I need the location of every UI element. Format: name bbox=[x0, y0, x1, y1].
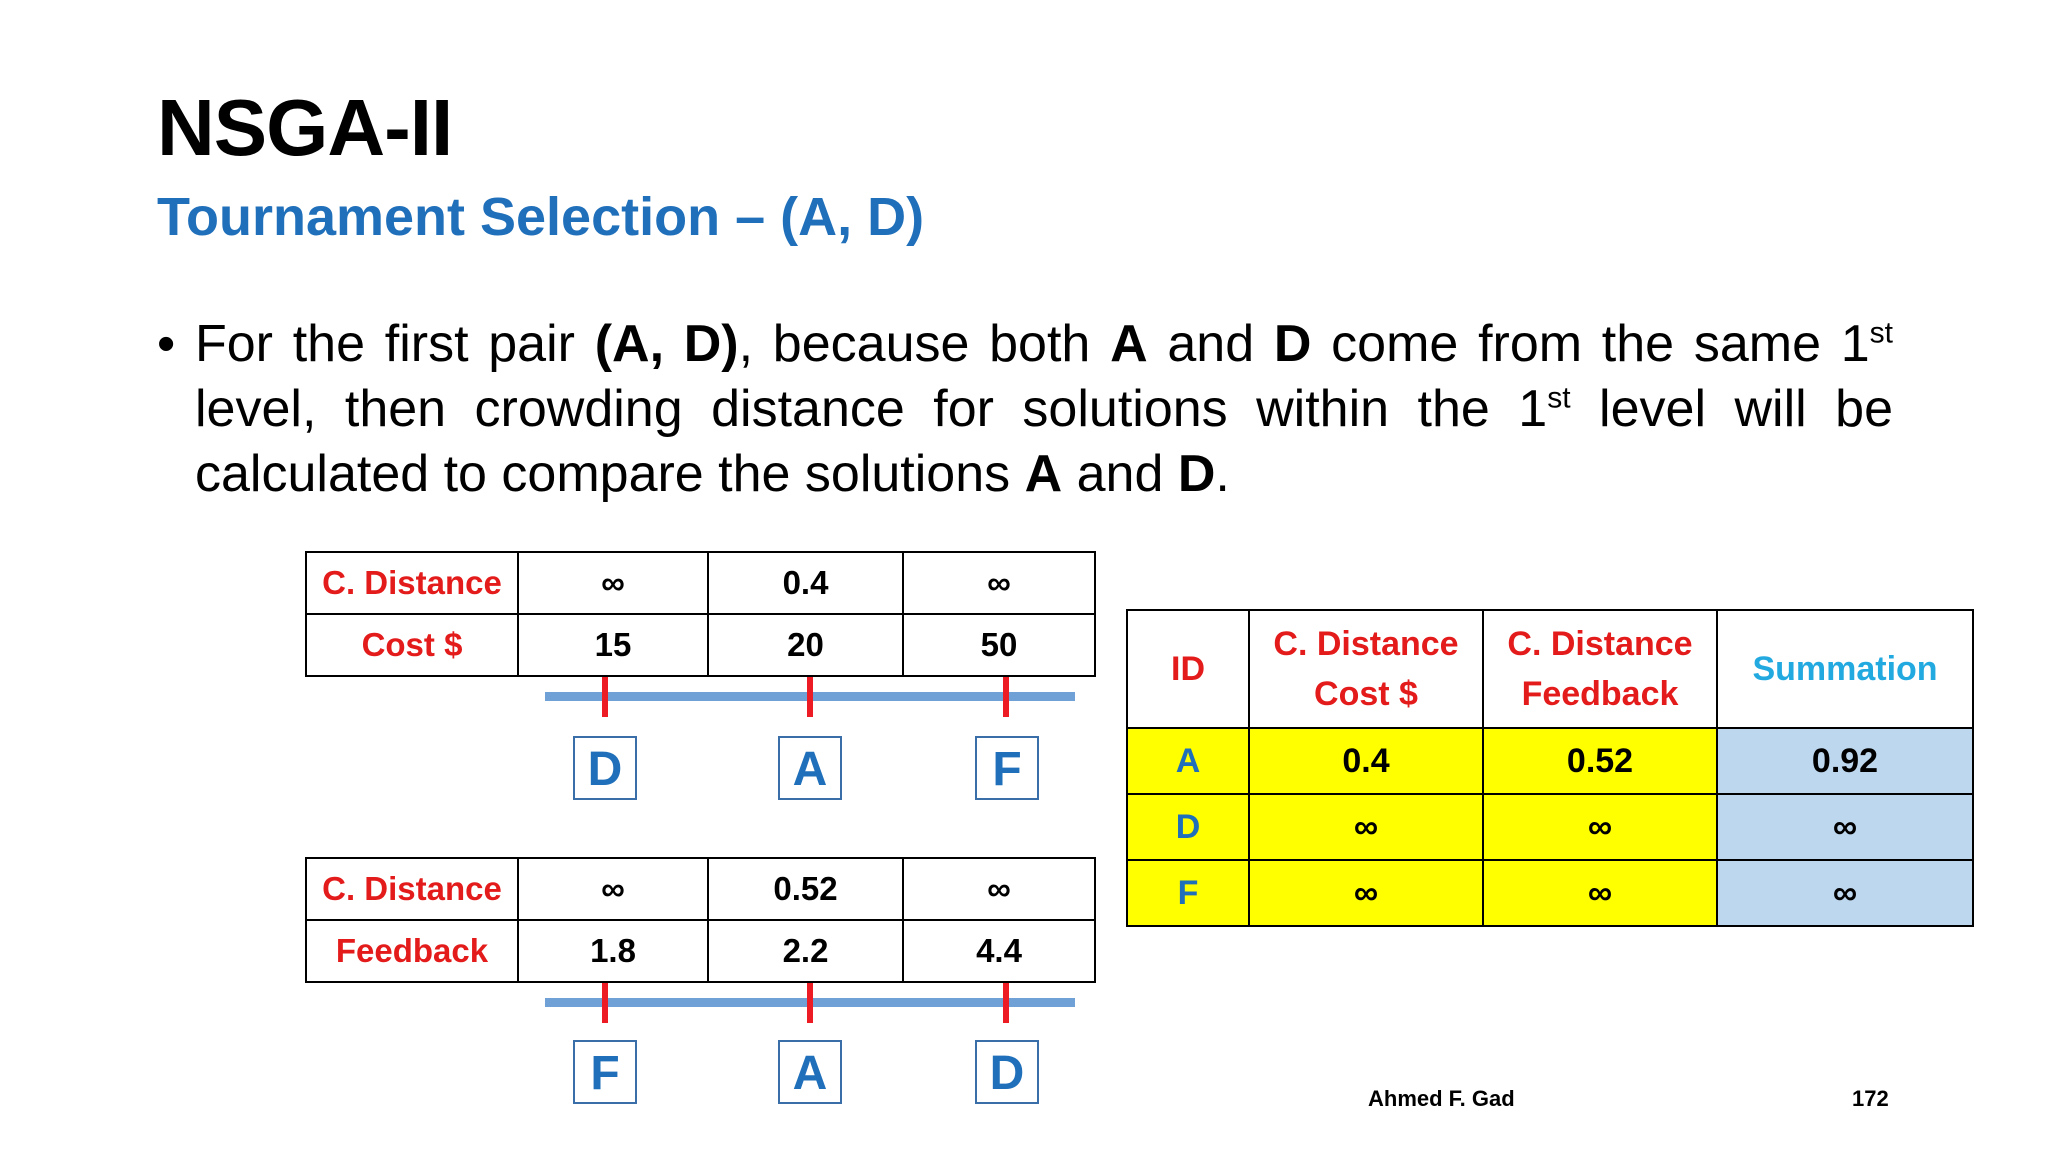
row-label: Feedback bbox=[306, 920, 518, 982]
solution-box: D bbox=[975, 1040, 1039, 1104]
table-row bbox=[306, 920, 1095, 982]
table-row bbox=[1127, 728, 1973, 794]
cell-cost: ∞ bbox=[1249, 860, 1483, 926]
table-header-row bbox=[1127, 610, 1973, 728]
footer-author: Ahmed F. Gad bbox=[1368, 1086, 1515, 1111]
row-label: C. Distance bbox=[306, 858, 518, 920]
table-row bbox=[1127, 860, 1973, 926]
table-cell: 50 bbox=[903, 614, 1095, 676]
table-row bbox=[306, 552, 1095, 614]
bullet-dot-icon: • bbox=[157, 315, 176, 373]
axis-tick bbox=[807, 677, 813, 717]
table-cell: ∞ bbox=[518, 858, 708, 920]
table-cell: 2.2 bbox=[708, 920, 903, 982]
header-id: ID bbox=[1127, 610, 1249, 728]
solution-box: A bbox=[778, 736, 842, 800]
solution-box: A bbox=[778, 1040, 842, 1104]
row-label: C. Distance bbox=[306, 552, 518, 614]
table-cell: ∞ bbox=[903, 858, 1095, 920]
header-summation: Summation bbox=[1717, 610, 1973, 728]
row-id: F bbox=[1127, 860, 1249, 926]
solution-box: F bbox=[975, 736, 1039, 800]
cell-feedback: ∞ bbox=[1483, 794, 1717, 860]
cell-cost: ∞ bbox=[1249, 794, 1483, 860]
table-cell: 15 bbox=[518, 614, 708, 676]
cell-sum: 0.92 bbox=[1717, 728, 1973, 794]
table-row bbox=[306, 614, 1095, 676]
cell-feedback: ∞ bbox=[1483, 860, 1717, 926]
table-cell: 1.8 bbox=[518, 920, 708, 982]
slide-subtitle: Tournament Selection – (A, D) bbox=[157, 187, 925, 247]
cost-crowding-table bbox=[305, 551, 1096, 677]
axis-tick bbox=[807, 983, 813, 1023]
cell-cost: 0.4 bbox=[1249, 728, 1483, 794]
table-cell: ∞ bbox=[518, 552, 708, 614]
table-row bbox=[306, 858, 1095, 920]
row-id: D bbox=[1127, 794, 1249, 860]
cell-sum: ∞ bbox=[1717, 794, 1973, 860]
solution-box: D bbox=[573, 736, 637, 800]
table-cell: 20 bbox=[708, 614, 903, 676]
page-number: 172 bbox=[1852, 1086, 1889, 1111]
row-id: A bbox=[1127, 728, 1249, 794]
cell-feedback: 0.52 bbox=[1483, 728, 1717, 794]
table-row bbox=[1127, 794, 1973, 860]
bullet-text: For the first pair (A, D), because both A and D come from the same 1st level, then crowding distance for solutions within the 1st level will be calculated to compare the solutions A and D. bbox=[195, 315, 1893, 503]
header-cd-cost: C. Distance Cost $ bbox=[1249, 610, 1483, 728]
feedback-crowding-table bbox=[305, 857, 1096, 983]
table-cell: 4.4 bbox=[903, 920, 1095, 982]
axis-tick bbox=[602, 677, 608, 717]
axis-tick bbox=[602, 983, 608, 1023]
table-cell: ∞ bbox=[903, 552, 1095, 614]
solution-box: F bbox=[573, 1040, 637, 1104]
slide-title: NSGA-II bbox=[157, 83, 453, 172]
row-label: Cost $ bbox=[306, 614, 518, 676]
table-cell: 0.52 bbox=[708, 858, 903, 920]
axis-tick bbox=[1003, 983, 1009, 1023]
header-cd-feedback: C. Distance Feedback bbox=[1483, 610, 1717, 728]
summation-table bbox=[1126, 609, 1974, 927]
axis-tick bbox=[1003, 677, 1009, 717]
table-cell: 0.4 bbox=[708, 552, 903, 614]
cell-sum: ∞ bbox=[1717, 860, 1973, 926]
